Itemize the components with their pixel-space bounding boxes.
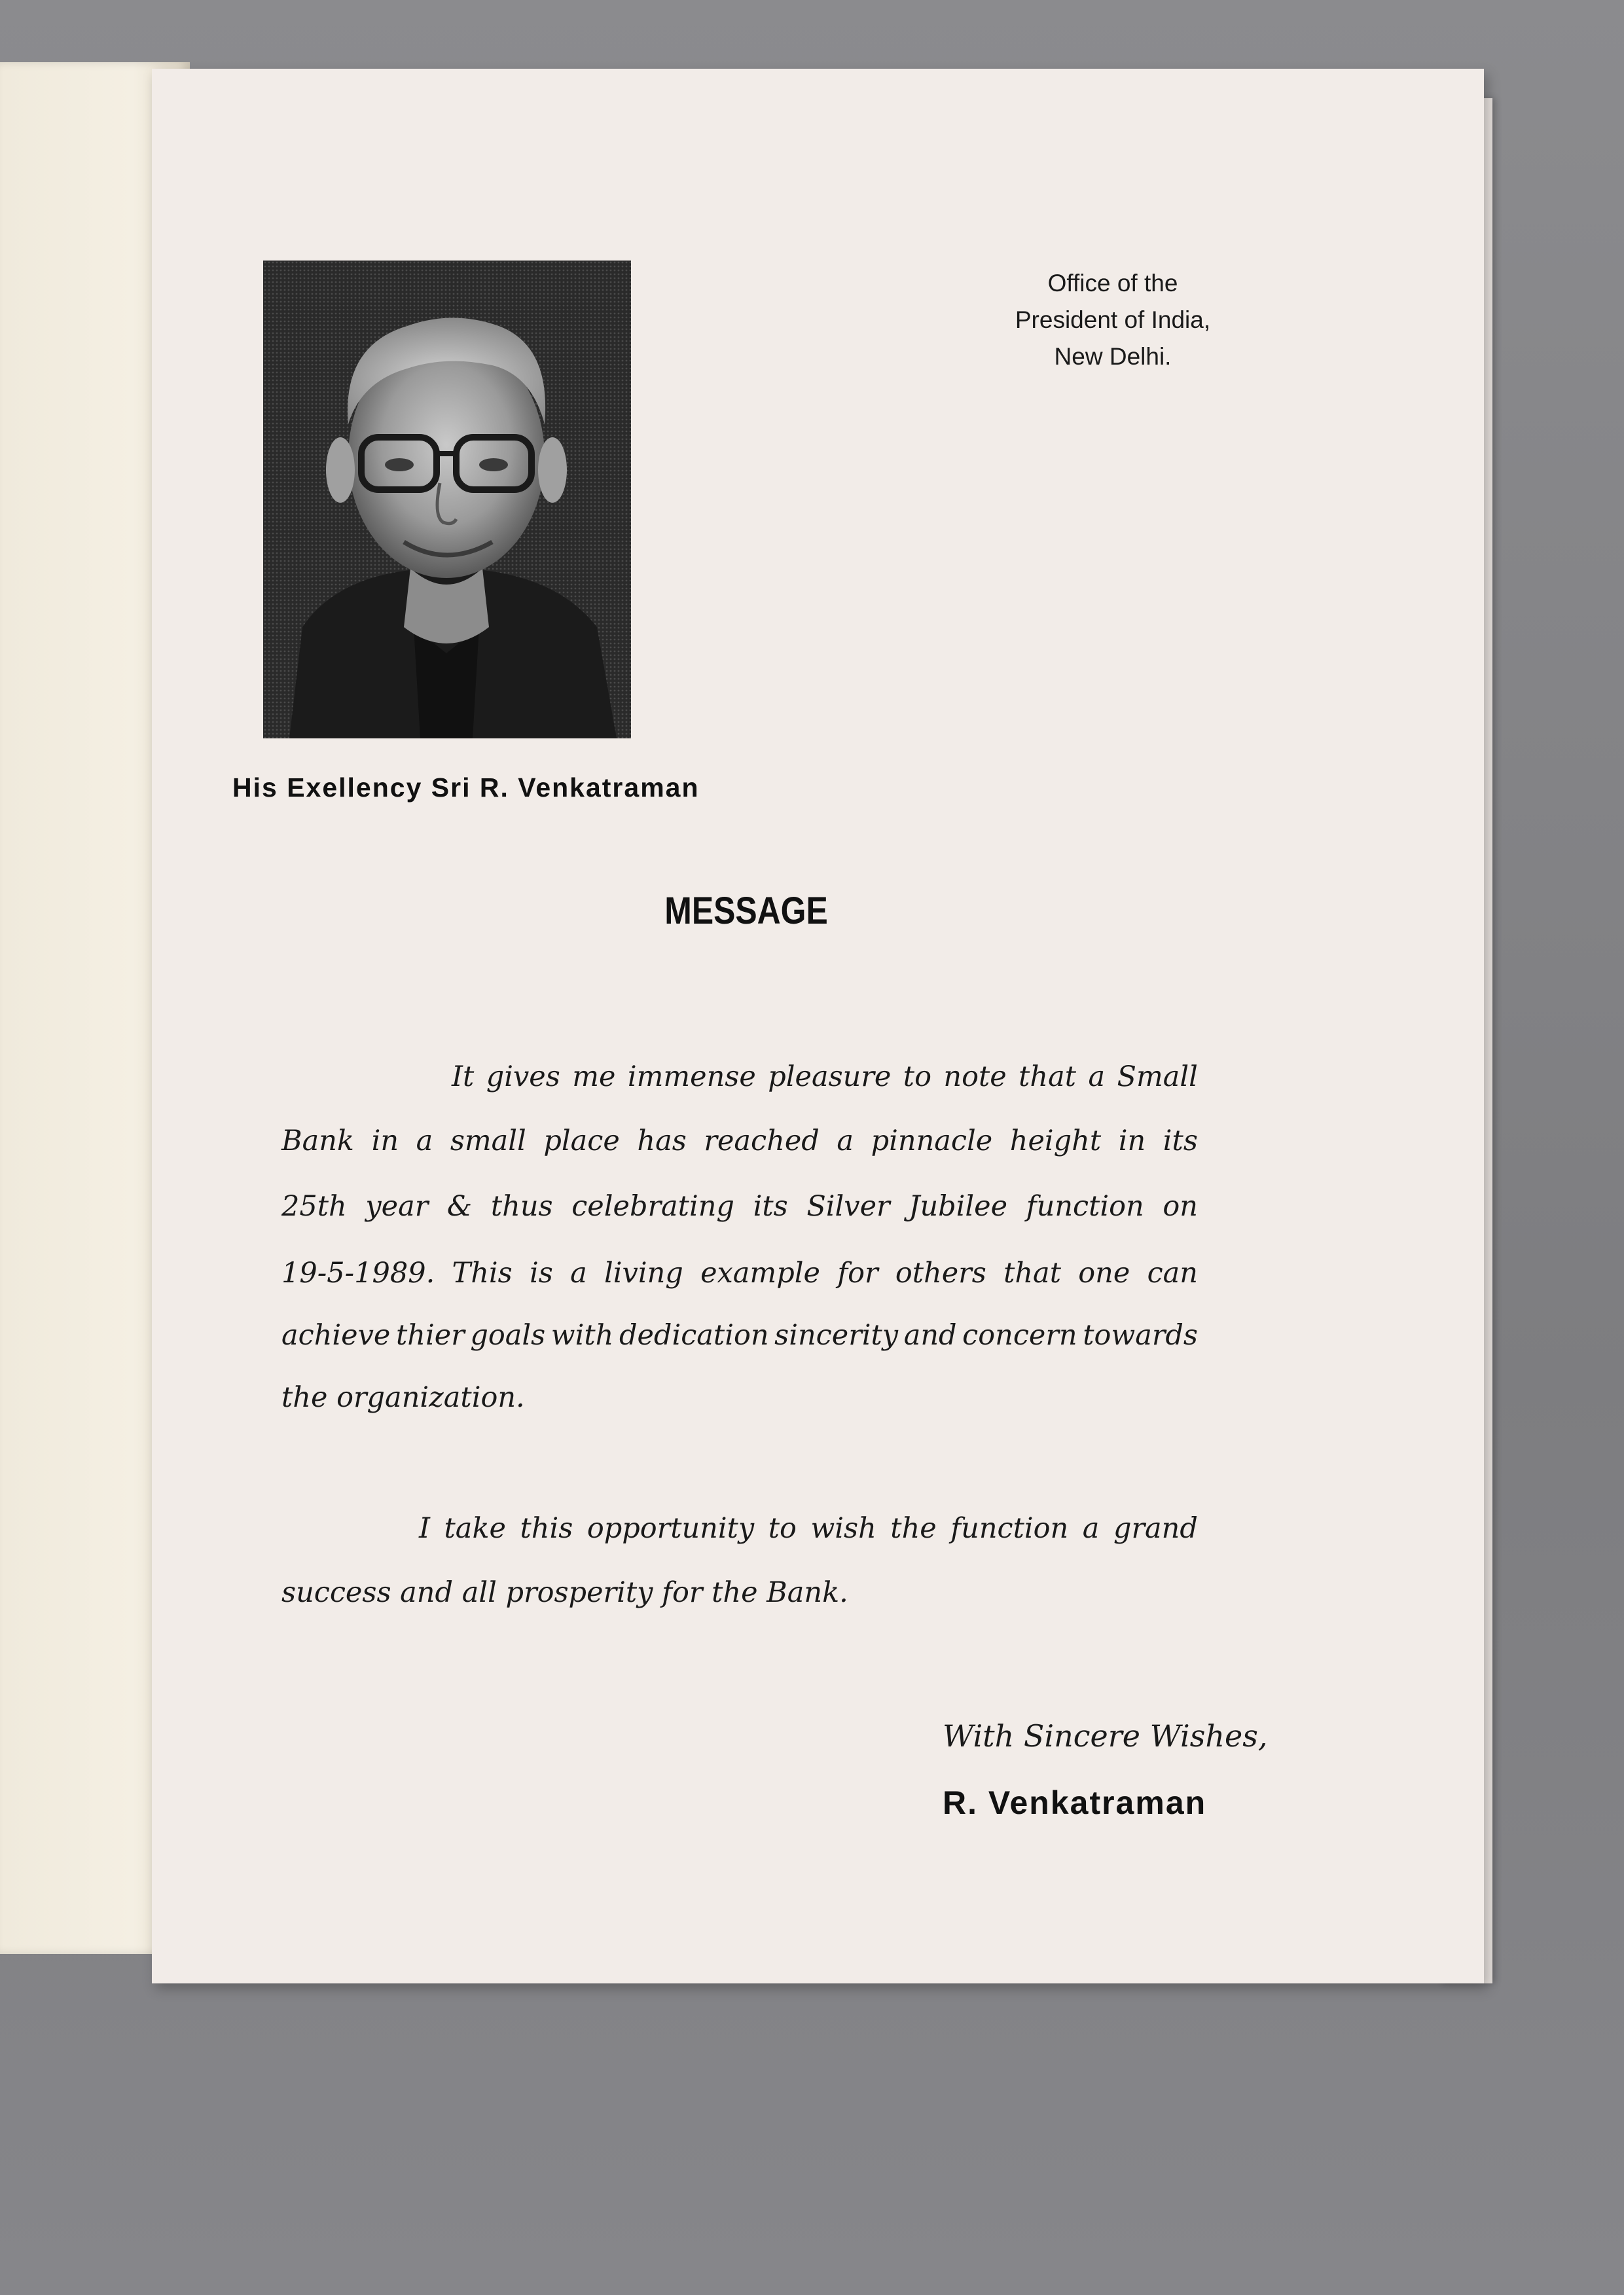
message-word: It (452, 1060, 475, 1093)
message-word: 19-5-1989. (281, 1257, 435, 1290)
message-word: reached (704, 1125, 820, 1157)
message-word: goals (470, 1319, 546, 1352)
message-word: towards (1083, 1319, 1198, 1352)
message-word: Jubilee (909, 1190, 1008, 1223)
message-line (281, 1125, 1198, 1157)
message-word: its (753, 1190, 788, 1223)
message-word: thus (490, 1190, 553, 1223)
message-word: This (452, 1257, 513, 1290)
portrait-illustration (263, 261, 631, 738)
message-word: a (416, 1125, 433, 1157)
message-word: & (446, 1190, 473, 1223)
message-word: opportunity (586, 1512, 755, 1545)
message-heading: MESSAGE (664, 890, 828, 932)
portrait-photo (263, 261, 631, 738)
message-word: that (1019, 1060, 1077, 1093)
message-word: example (700, 1257, 820, 1290)
message-word: can (1147, 1257, 1198, 1290)
message-line: the organization. (281, 1381, 525, 1414)
message-word: Silver (806, 1190, 890, 1223)
message-word: in (1118, 1125, 1146, 1157)
message-word: the (890, 1512, 937, 1545)
message-word: grand (1113, 1512, 1198, 1545)
message-word: that (1003, 1257, 1061, 1290)
message-word: wish (810, 1512, 876, 1545)
message-word: a (570, 1257, 587, 1290)
message-word: its (1163, 1125, 1198, 1157)
message-word: is (530, 1257, 553, 1290)
message-word: immense (627, 1060, 756, 1093)
message-word: Small (1117, 1060, 1198, 1093)
office-line: President of India, (1015, 306, 1211, 333)
message-word: function (1026, 1190, 1144, 1223)
message-word: in (371, 1125, 399, 1157)
message-word: thier (395, 1319, 465, 1352)
message-word: height (1009, 1125, 1102, 1157)
message-word: and (903, 1319, 957, 1352)
message-word: pinnacle (871, 1125, 993, 1157)
message-word: this (520, 1512, 573, 1545)
message-word: I (419, 1512, 430, 1545)
message-word: celebrating (571, 1190, 734, 1223)
message-word: me (572, 1060, 616, 1093)
message-word: dedication (619, 1319, 769, 1352)
message-word: achieve (281, 1319, 391, 1352)
message-word: on (1163, 1190, 1198, 1223)
closing-salutation: With Sincere Wishes, (943, 1718, 1268, 1754)
message-word: to (768, 1512, 797, 1545)
office-line: New Delhi. (1054, 343, 1172, 370)
message-word: a (1082, 1512, 1100, 1545)
message-word: small (450, 1125, 526, 1157)
message-line: success and all prosperity for the Bank. (281, 1576, 848, 1609)
message-word: has (637, 1125, 687, 1157)
message-word: a (837, 1125, 854, 1157)
message-word: one (1078, 1257, 1130, 1290)
message-word: note (943, 1060, 1007, 1093)
message-line (419, 1512, 1198, 1545)
message-line (452, 1060, 1198, 1093)
message-word: a (1088, 1060, 1106, 1093)
message-word: function (950, 1512, 1069, 1545)
message-line (281, 1190, 1198, 1223)
message-word: concern (962, 1319, 1077, 1352)
message-word: sincerity (774, 1319, 899, 1352)
message-word: pleasure (768, 1060, 892, 1093)
message-word: take (444, 1512, 506, 1545)
message-word: gives (486, 1060, 560, 1093)
message-line (281, 1319, 1198, 1352)
office-address (962, 265, 1263, 375)
signature-name: R. Venkatraman (943, 1784, 1207, 1821)
message-word: 25th (281, 1190, 347, 1223)
message-line (281, 1257, 1198, 1290)
message-word: place (543, 1125, 620, 1157)
message-word: with (550, 1319, 614, 1352)
message-word: year (365, 1190, 429, 1223)
message-word: to (903, 1060, 931, 1093)
portrait-caption: His Exellency Sri R. Venkatraman (232, 772, 700, 803)
message-word: living (604, 1257, 683, 1290)
office-line: Office of the (1047, 270, 1178, 297)
message-word: Bank (281, 1125, 354, 1157)
message-word: for (837, 1257, 878, 1290)
message-word: others (895, 1257, 986, 1290)
